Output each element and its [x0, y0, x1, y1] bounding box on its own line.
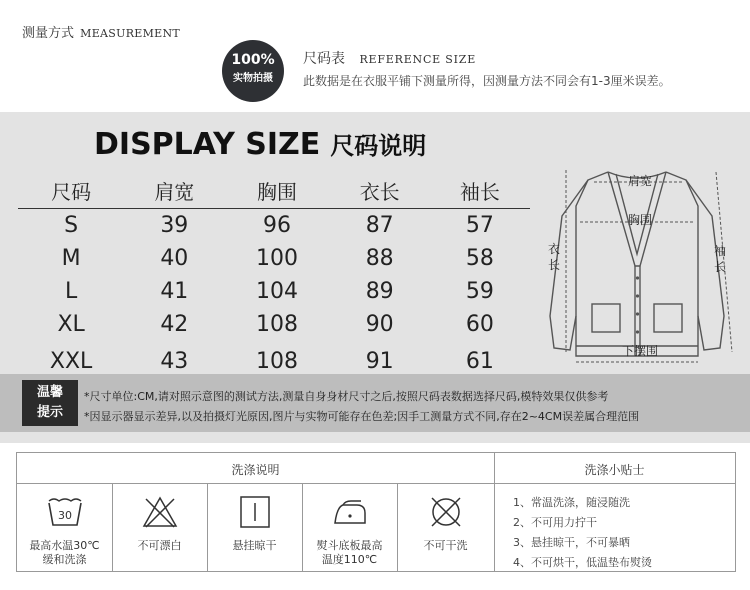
table-row — [18, 242, 530, 274]
label-chest: 胸围 — [628, 213, 653, 227]
reference-size-title — [303, 48, 476, 68]
label-sleeve-a: 袖 — [714, 244, 727, 258]
list-item: 3、悬挂晾干，不可暴晒 — [513, 536, 630, 549]
caption-line: 不可干洗 — [423, 539, 468, 552]
badge-percent: 100% — [231, 52, 275, 68]
cell-shoulder: 41 — [160, 278, 189, 304]
care-tips-title: 洗涤小贴士 — [584, 463, 645, 477]
care-caption — [207, 539, 302, 553]
caption-line: 不可漂白 — [137, 539, 182, 552]
tips-label-line2: 提示 — [36, 405, 63, 420]
no-dry-clean-icon — [427, 495, 465, 529]
care-caption — [397, 539, 494, 553]
tip-line-1: *尺寸单位:CM,请对照示意图的测试方法,测量自身身材尺寸之后,按照尺码表数据选择尺码,模特效果仅供参考 — [84, 390, 609, 403]
cell-chest: 104 — [256, 278, 298, 304]
line-dry-icon — [236, 495, 274, 529]
cell-chest: 96 — [263, 212, 291, 238]
measurement-heading — [22, 22, 180, 41]
cell-sleeve: 59 — [465, 278, 494, 304]
table-row — [18, 308, 530, 340]
cell-chest: 108 — [256, 311, 298, 337]
size-table — [18, 174, 530, 382]
col-shoulder: 肩宽 — [124, 174, 224, 208]
caption-line: 悬挂晾干 — [232, 539, 277, 552]
cell-size: L — [64, 278, 78, 304]
col-sleeve: 袖长 — [430, 174, 530, 208]
table-row — [18, 274, 530, 308]
care-caption — [112, 539, 207, 553]
label-shoulder: 肩宽 — [628, 174, 653, 188]
tip-line-2: *因显示器显示差异,以及拍摄灯光原因,图片与实物可能存在色差;因手工测量方式不同,存在2~4CM误差属合理范围 — [84, 410, 640, 423]
col-chest: 胸围 — [224, 174, 329, 208]
cell-shoulder: 40 — [160, 245, 189, 271]
tips-label — [22, 380, 78, 426]
real-photo-badge — [222, 40, 284, 102]
list-item: 2、不可用力拧干 — [513, 516, 597, 529]
table-row — [18, 208, 530, 242]
cell-length: 89 — [365, 278, 394, 304]
list-item: 1、常温洗涤，随浸随洗 — [513, 496, 630, 509]
cell-shoulder: 39 — [160, 212, 189, 238]
badge-text: 实物拍摄 — [233, 73, 273, 84]
reference-size-en: REFERENCE SIZE — [359, 53, 477, 66]
col-length: 衣长 — [330, 174, 430, 208]
cell-size: XXL — [49, 348, 93, 374]
caption-line: 温度110℃ — [321, 553, 378, 566]
display-size-cn: 尺码说明 — [330, 132, 427, 160]
label-sleeve-b: 长 — [714, 260, 727, 274]
size-table-header — [18, 174, 530, 208]
care-item-wash — [17, 483, 112, 573]
care-instructions-title: 洗涤说明 — [231, 463, 280, 477]
cell-chest: 100 — [256, 245, 298, 271]
cell-size: XL — [57, 311, 85, 337]
label-length-a: 衣 — [548, 242, 561, 256]
measurement-heading-en: MEASUREMENT — [80, 27, 181, 40]
cell-length: 87 — [365, 212, 394, 238]
care-caption — [302, 539, 397, 567]
reference-size-note: 此数据是在衣服平铺下测量所得，因测量方法不同会有1-3厘米误差。 — [303, 74, 671, 88]
cell-chest: 108 — [256, 348, 298, 374]
caption-line: 缓和洗涤 — [42, 553, 87, 566]
care-item-iron — [302, 483, 397, 573]
iron-icon — [331, 495, 369, 529]
col-size: 尺码 — [18, 174, 124, 208]
care-item-dry — [207, 483, 302, 573]
cell-sleeve: 58 — [465, 245, 494, 271]
care-caption — [17, 539, 112, 567]
cell-length: 90 — [365, 311, 394, 337]
caption-line: 熨斗底板最高 — [316, 539, 383, 552]
cell-sleeve: 61 — [465, 348, 494, 374]
tips-label-line1: 温馨 — [36, 385, 63, 400]
cell-length: 88 — [365, 245, 394, 271]
washtub-30-icon — [46, 495, 84, 529]
display-size-title — [94, 126, 426, 162]
cell-shoulder: 43 — [160, 348, 189, 374]
measurement-heading-cn: 测量方式 — [22, 26, 75, 41]
cell-size: M — [61, 245, 81, 271]
label-hem: 下摆围 — [622, 344, 659, 358]
cell-sleeve: 57 — [465, 212, 494, 238]
cell-sleeve: 60 — [465, 311, 494, 337]
no-bleach-icon — [141, 495, 179, 529]
cell-shoulder: 42 — [160, 311, 189, 337]
display-size-en: DISPLAY SIZE — [94, 127, 321, 162]
cell-length: 91 — [365, 348, 394, 374]
garment-diagram — [536, 166, 746, 376]
wash-temp-text: 30 — [57, 509, 72, 522]
care-rule — [494, 483, 735, 484]
cell-size: S — [64, 212, 79, 238]
list-item: 4、不可烘干，低温垫布熨烫 — [513, 556, 652, 569]
care-item-dryclean — [397, 483, 494, 573]
reference-size-cn: 尺码表 — [303, 51, 345, 67]
care-item-bleach — [112, 483, 207, 573]
caption-line: 最高水温30℃ — [29, 539, 100, 552]
label-length-b: 长 — [548, 258, 561, 272]
